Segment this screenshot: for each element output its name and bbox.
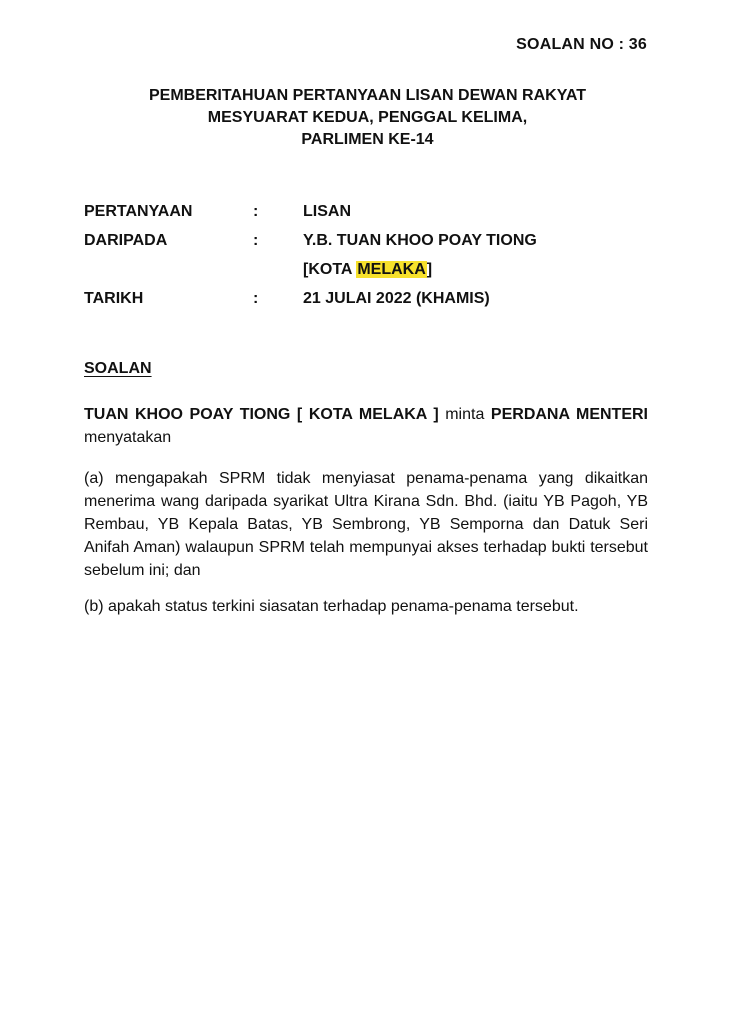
daripada-colon: :: [253, 232, 259, 249]
tarikh-colon: :: [253, 290, 259, 307]
constituency-close: ]: [426, 261, 433, 278]
meta-row-pertanyaan: [84, 203, 644, 232]
question-intro: [84, 403, 648, 449]
meta-row-constituency: [84, 261, 644, 290]
constituency-open: [KOTA: [303, 261, 357, 278]
tarikh-label: TARIKH: [84, 290, 144, 307]
constituency-value: [303, 261, 432, 279]
notice-title-line-2: MESYUARAT KEDUA, PENGGAL KELIMA,: [207, 109, 528, 126]
tarikh-value: 21 JULAI 2022 (KHAMIS): [303, 290, 490, 307]
daripada-value: Y.B. TUAN KHOO POAY TIONG: [303, 232, 537, 249]
question-part-b: (b) apakah status terkini siasatan terhadap penama-penama tersebut.: [84, 598, 579, 615]
pertanyaan-value: LISAN: [303, 203, 351, 220]
meta-row-daripada: [84, 232, 644, 261]
question-number: SOALAN NO : 36: [516, 36, 647, 53]
section-heading: SOALAN: [84, 360, 152, 377]
notice-title-line-1: PEMBERITAHUAN PERTANYAAN LISAN DEWAN RAKYAT: [148, 87, 587, 104]
intro-member-name: TUAN KHOO POAY TIONG [ KOTA MELAKA ]: [84, 406, 439, 423]
pertanyaan-colon: :: [253, 203, 259, 220]
pertanyaan-label: PERTANYAAN: [84, 203, 193, 220]
constituency-highlight: MELAKA: [357, 261, 426, 278]
intro-minta: minta: [438, 406, 491, 423]
daripada-label: DARIPADA: [84, 232, 168, 249]
intro-menyatakan: menyatakan: [84, 429, 172, 446]
question-part-a: (a) mengapakah SPRM tidak menyiasat penama-penama yang dikaitkan menerima wang daripada syarikat Ultra Kirana Sdn. Bhd. (iaitu YB Pagoh, YB Rembau, YB Kepala Batas, YB Sembrong, YB Semporna dan Datuk Seri Anifah Aman) walaupun SPRM telah mempunyai akses terhadap bukti tersebut sebelum ini; dan: [84, 470, 648, 579]
intro-addressee: PERDANA MENTERI: [490, 406, 649, 423]
meta-row-tarikh: [84, 290, 644, 319]
question-metadata: [84, 203, 644, 319]
notice-title-line-3: PARLIMEN KE-14: [301, 131, 434, 148]
notice-title: [0, 85, 735, 151]
